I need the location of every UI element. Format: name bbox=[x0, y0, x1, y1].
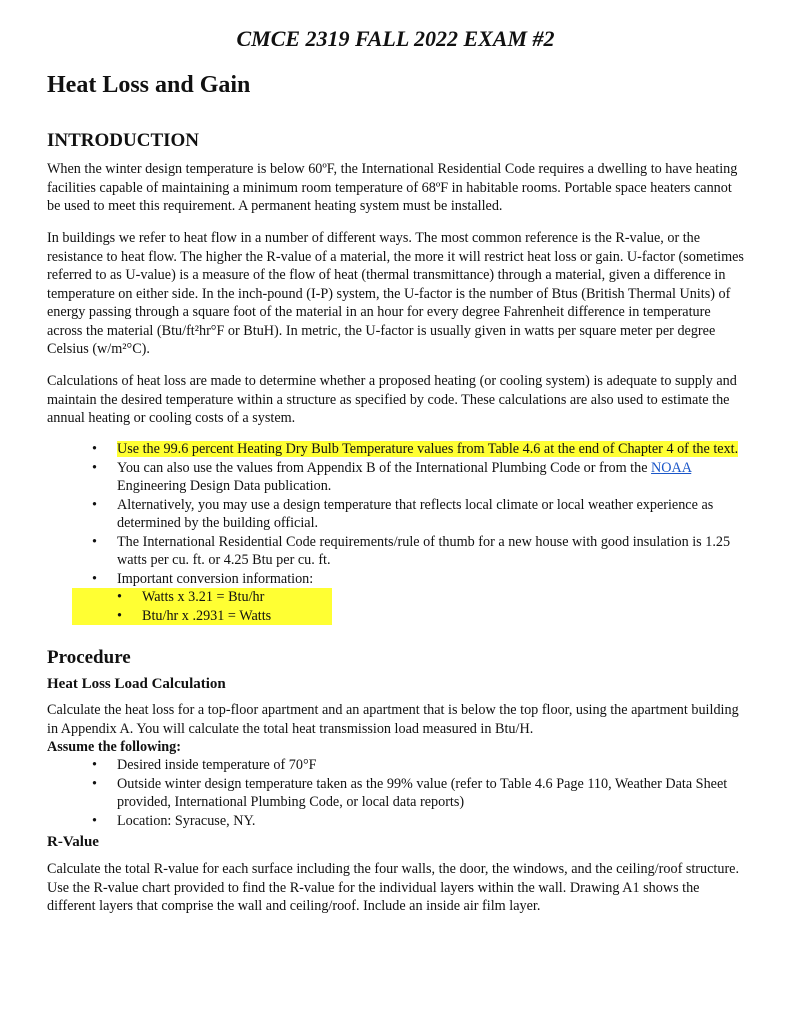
page-title: Heat Loss and Gain bbox=[47, 72, 251, 98]
list-item: • Important conversion information: • Watts x 3.21 = Btu/hr • Btu/hr x .2931 = Watts bbox=[47, 570, 747, 626]
intro-bullet-list bbox=[47, 440, 747, 625]
intro-heading: INTRODUCTION bbox=[47, 130, 200, 151]
list-item bbox=[47, 440, 747, 459]
procedure-paragraph: Calculate the heat loss for a top-floor apartment and an apartment that is below the top floor, using the apartment building in Appendix A. You will calculate the total heat transmission load measured in Btu/H. bbox=[47, 702, 739, 737]
list-item: • Location: Syracuse, NY. bbox=[47, 812, 747, 831]
rvalue-paragraph: Calculate the total R-value for each surface including the four walls, the door, the windows, and the ceiling/roof structure. Use the R-value chart provided to find the R-value for the individual layers within the wall. Drawing A1 shows the different layers that comprise the wall and ceiling/roof. Include an inside air film layer. bbox=[47, 861, 740, 914]
assume-label: Assume the following: bbox=[47, 739, 181, 755]
list-item: • Alternatively, you may use a design temperature that reflects local climate or local weather experience as determined by the building official. bbox=[47, 496, 747, 533]
procedure-heading: Procedure bbox=[47, 647, 131, 668]
noaa-link[interactable]: NOAA bbox=[651, 459, 692, 476]
intro-paragraph-3: Calculations of heat loss are made to determine whether a proposed heating (or cooling system) is adequate to supply and maintain the desired temperature within a structure as specified by code. These calculations are also used to estimate the annual heating or cooling costs of a system. bbox=[47, 373, 737, 426]
intro-paragraph-1: When the winter design temperature is below 60ºF, the International Residential Code requires a dwelling to have heating facilities capable of maintaining a minimum room temperature of 68ºF in habitable rooms. Portable space heaters cannot be used to meet this requirement. A permanent heating system must be installed. bbox=[47, 161, 738, 214]
list-item: • The International Residential Code requirements/rule of thumb for a new house with good insulation is 1.25 watts per cu. ft. or 4.25 Btu per cu. ft. bbox=[47, 533, 747, 570]
heat-loss-subheading: Heat Loss Load Calculation bbox=[47, 676, 226, 692]
list-item: • You can also use the values from Appendix B of the International Plumbing Code or from the NOAA Engineering Design Data publication. bbox=[47, 459, 747, 496]
exam-title: CMCE 2319 FALL 2022 EXAM #2 bbox=[236, 26, 555, 51]
assumptions-list bbox=[47, 756, 747, 830]
intro-paragraph-2: In buildings we refer to heat flow in a number of different ways. The most common reference is the R-value, or the resistance to heat flow. The higher the R-value of a material, the more it will restrict heat loss or gain. U-factor (sometimes referred to as U-value) is a measure of the flow of heat (thermal transmittance) through a material, given a difference in temperature on either side. In the inch-pound (I-P) system, the U-factor is the number of Btus (British Thermal Units) of energy passing through a square foot of the material in an hour for every degree Fahrenheit difference in temperature across the material (Btu/ft²hr°F or BtuH). In metric, the U-factor is usually given in watts per square meter per degree Celsius (w/m²°C). bbox=[47, 230, 744, 357]
conversion-list bbox=[117, 588, 747, 625]
rvalue-heading: R-Value bbox=[47, 834, 99, 850]
highlighted-text: Use the 99.6 percent Heating Dry Bulb Temperature values from Table 4.6 at the end of Chapter 4 of the text. bbox=[117, 441, 739, 457]
list-item: • Desired inside temperature of 70°F bbox=[47, 756, 747, 775]
list-item: • Outside winter design temperature taken as the 99% value (refer to Table 4.6 Page 110, Weather Data Sheet provided, International Plumbing Code, or local data reports) bbox=[47, 775, 747, 812]
conversion-item: • Btu/hr x .2931 = Watts bbox=[72, 607, 332, 626]
conversion-item: • Watts x 3.21 = Btu/hr bbox=[72, 588, 332, 607]
